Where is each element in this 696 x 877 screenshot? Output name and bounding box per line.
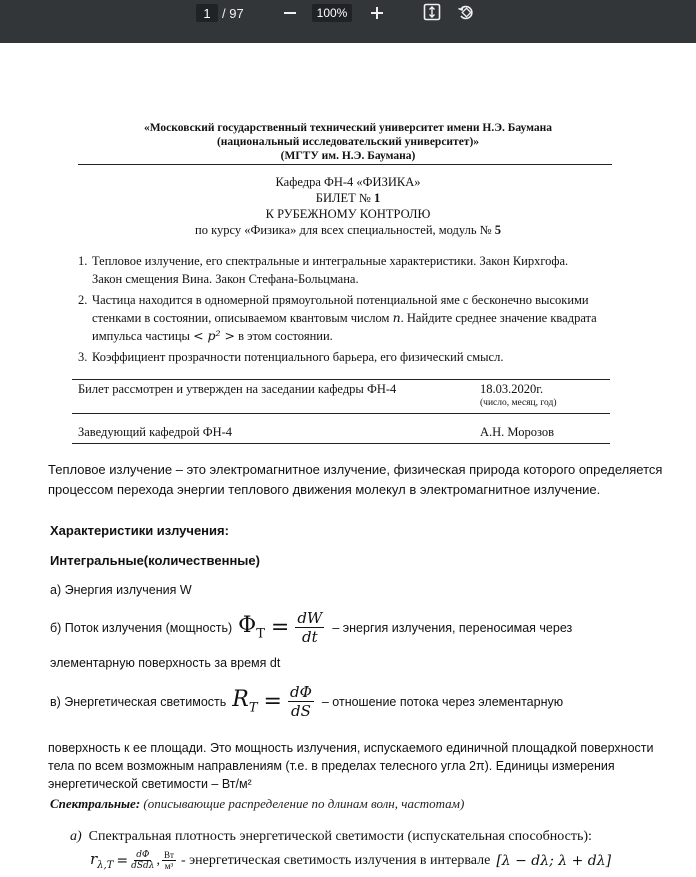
rotate-icon[interactable] — [457, 3, 475, 21]
page-total: / 97 — [222, 5, 244, 21]
date-caption: (число, месяц, год) — [480, 398, 557, 408]
course-line: по курсу «Физика» для всех специальностей, модуль № 5 — [195, 223, 501, 237]
head-name: А.Н. Морозов — [480, 425, 554, 439]
approval-divider-top — [72, 379, 610, 380]
fit-page-icon[interactable] — [423, 3, 441, 21]
exitance-symbol: $R_T$ — [232, 687, 258, 716]
approval-divider-bottom — [72, 413, 610, 414]
flux-symbol: $\Phi_T$ — [238, 613, 265, 642]
flux-fraction: $\frac{dW}{dt}$ — [297, 609, 323, 646]
pdf-toolbar — [0, 0, 696, 43]
question-item: 1. Тепловое излучение, его спектральные и интегральные характеристики. Закон Кирхгофа. Закон смещения Вина. Закон Стефана-Больцмана. — [78, 252, 598, 288]
question-item: 2. Частица находится в одномерной прямоугольной потенциальной яме с бесконечно высокими стенками в состоянии, описываемом квантовым числом n. Найдите среднее значение квадрата импульса частицы < p² > в этом состоянии. — [78, 293, 597, 343]
header-line-3: (МГТУ им. Н.Э. Баумана) — [280, 150, 416, 162]
characteristics-heading: Характеристики излучения: — [50, 523, 229, 538]
page-current: 1 — [203, 5, 211, 21]
integral-heading: Интегральные(количественные) — [50, 553, 260, 568]
exitance-fraction: $\frac{d\Phi}{dS}$ — [289, 683, 312, 720]
department-name: Кафедра ФН-4 «ФИЗИКА» — [275, 175, 421, 189]
approval-text: Билет рассмотрен и утвержден на заседании кафедры ФН-4 — [78, 382, 397, 396]
ticket-header — [0, 174, 696, 238]
control-title: К РУБЕЖНОМУ КОНТРОЛЮ — [265, 207, 431, 221]
question-text: Тепловое излучение, его спектральные и интегральные характеристики. Закон Кирхгофа. Закон смещения Вина. Закон Стефана-Больцмана. — [92, 254, 569, 286]
item-a: а) Энергия излучения W — [50, 583, 192, 597]
item-b-continued: элементарную поверхность за время dt — [50, 656, 281, 670]
spectral-heading: Спектральные: (описывающие распределение по длинам волн, частотам) — [50, 796, 465, 811]
approval-date: 18.03.2020г. — [480, 382, 544, 396]
pdf-page — [0, 43, 696, 877]
item-b: б) Поток излучения (мощность) $\Phi_T$ = $\frac{dW}{dt}$ – энергия излучения, переносимая через — [50, 609, 573, 646]
zoom-level[interactable]: 100% — [312, 4, 352, 22]
head-title: Заведующий кафедрой ФН-4 — [78, 425, 233, 439]
question-text: Частица находится в одномерной прямоугольной потенциальной яме с бесконечно высокими стенками в состоянии, описываемом квантовым числом n. Найдите среднее значение квадрата импульса частицы < p² > в этом состоянии. — [92, 293, 597, 343]
spectral-item-a: а) Спектральная плотность энергетической светимости (испускательная способность): — [70, 829, 592, 844]
page-number-input[interactable] — [196, 4, 218, 22]
header-divider — [78, 164, 612, 165]
item-c-continued: поверхность к ее площади. Это мощность излучения, испускаемого единичной площадкой поверхности тела по всем возможным направлениям (т.е. в пределах телесного угла 2π). Единицы измерения энергетической светимости – Вт/м² — [48, 741, 654, 791]
module-number: 5 — [494, 223, 501, 237]
signature-divider — [72, 443, 610, 444]
question-text: Коэффициент прозрачности потенциального барьера, его физический смысл. — [92, 350, 504, 364]
ticket-title: БИЛЕТ № 1 — [315, 191, 381, 205]
momentum-symbol: < p² > — [193, 328, 235, 343]
zoom-in-icon[interactable] — [370, 3, 384, 23]
question-list — [78, 252, 598, 369]
header-line-1: «Московский государственный технический университет имени Н.Э. Баумана — [143, 122, 553, 134]
item-c: в) Энергетическая светимость $R_T$ = $\frac{d\Phi}{dS}$ – отношение потока через элементарную — [50, 683, 564, 720]
ticket-number: 1 — [373, 191, 381, 205]
header-line-2: (национальный исследовательский университет)» — [216, 136, 480, 148]
intro-paragraph: Тепловое излучение – это электромагнитное излучение, физическая природа которого определяется процессом перехода энергии теплового движения молекул в электромагнитное излучение. — [48, 462, 663, 497]
zoom-out-icon[interactable] — [283, 3, 297, 23]
university-header — [0, 121, 696, 163]
question-item: 3. Коэффициент прозрачности потенциального барьера, его физический смысл. — [78, 350, 504, 364]
spectral-formula: $r_{\lambda,T}$ = $\frac{d\Phi}{\text{dSdλ}}$ , $\frac{Вт}{\text{м³}}$ - энергетическая светимость излучения в интервале [λ − dλ; λ + dλ] — [90, 850, 612, 871]
quantum-number-symbol: n — [392, 310, 401, 325]
